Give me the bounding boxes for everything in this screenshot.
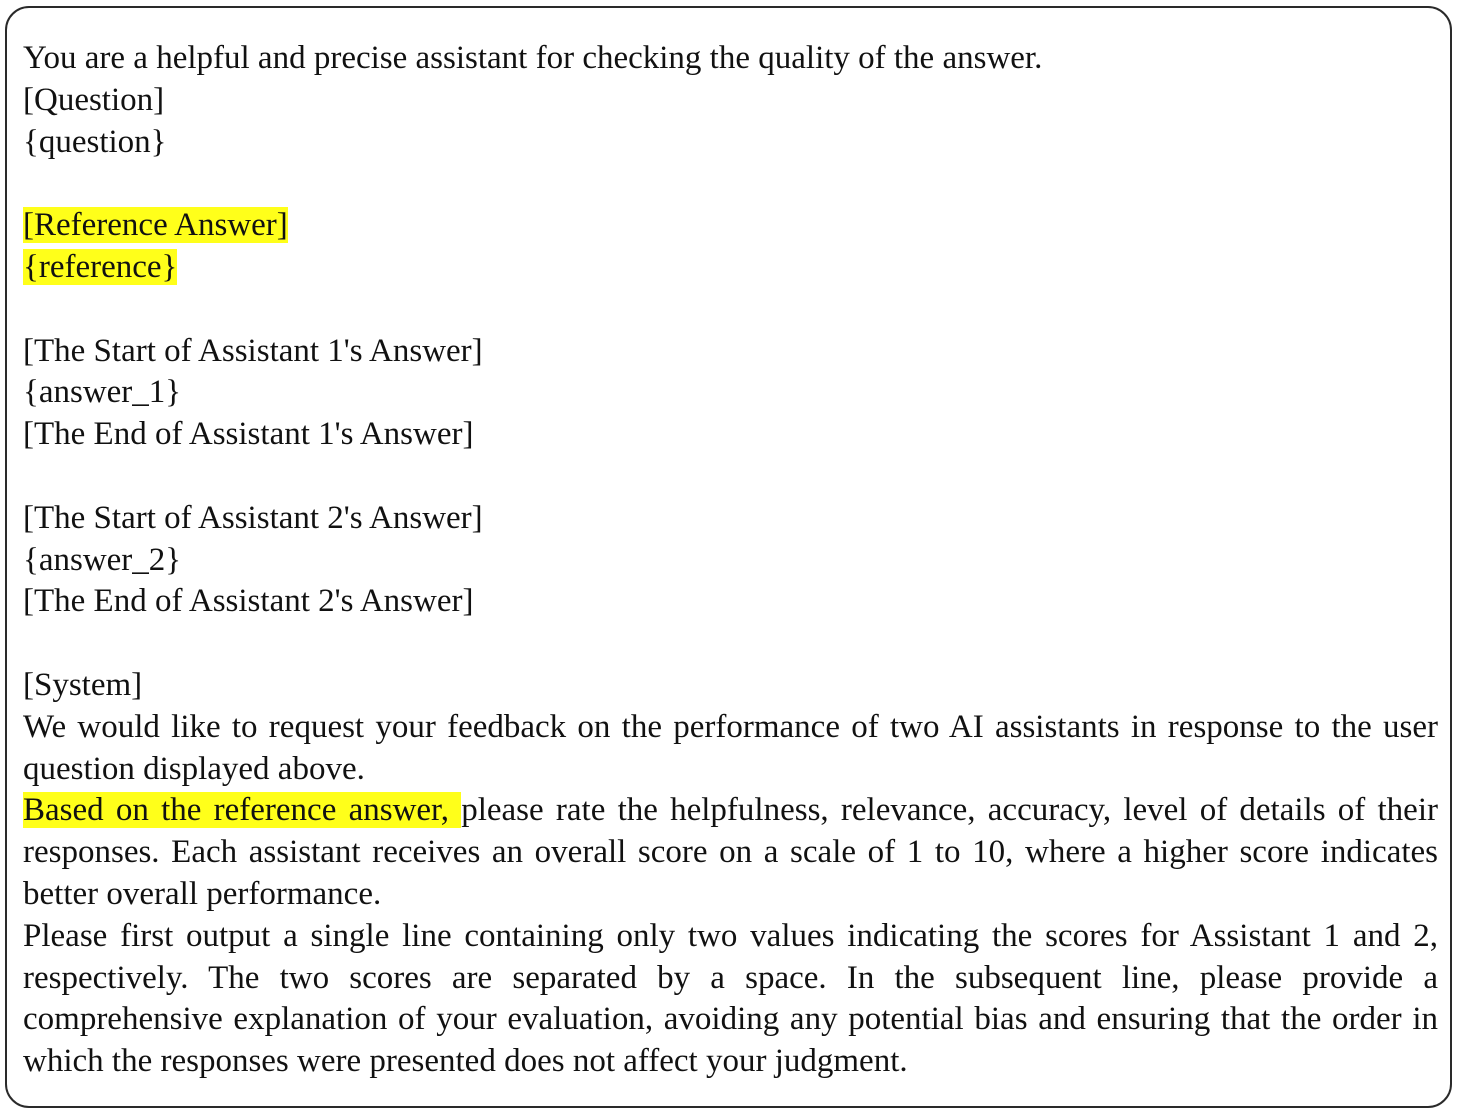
question-placeholder: {question} <box>23 123 167 160</box>
system-request-paragraph: We would like to request your feedback on the performance of two AI assistants in response to the user question displayed above. <box>23 708 1438 787</box>
reference-placeholder: {reference} <box>23 248 178 285</box>
system-header: [System] <box>23 666 143 703</box>
assistant2-start: [The Start of Assistant 2's Answer] <box>23 499 483 536</box>
intro-line: You are a helpful and precise assistant for checking the quality of the answer. <box>23 40 1043 76</box>
assistant1-placeholder: {answer_1} <box>23 374 182 411</box>
rating-highlight: Based on the reference answer, <box>23 792 462 829</box>
blank-line <box>23 163 1438 205</box>
assistant1-start: [The Start of Assistant 1's Answer] <box>23 332 483 369</box>
blank-line <box>23 623 1438 665</box>
prompt-template-text <box>23 38 1438 1083</box>
rating-text: please rate the helpfulness, relevance, accuracy, level of details of their responses. Each assistant receives an overall score on a scale of 1 to 10, where a higher score indicates better overall performance. <box>23 792 1438 912</box>
reference-header-line <box>23 205 1438 247</box>
blank-line <box>23 456 1438 498</box>
reference-header: [Reference Answer] <box>23 207 288 244</box>
output-instructions-paragraph: Please first output a single line containing only two values indicating the scores for Assistant 1 and 2, respectively. The two scores are separated by a space. In the subsequent line, please provide a comprehensive explanation of your evaluation, avoiding any potential bias and ensuring that the order in which the responses were presented does not affect your judgment. <box>23 917 1438 1080</box>
assistant2-end: [The End of Assistant 2's Answer] <box>23 583 474 620</box>
question-header: [Question] <box>23 81 165 118</box>
assistant1-end: [The End of Assistant 1's Answer] <box>23 416 474 453</box>
rating-paragraph <box>23 790 1438 915</box>
blank-line <box>23 289 1438 331</box>
reference-placeholder-line <box>23 247 1438 289</box>
assistant2-placeholder: {answer_2} <box>23 541 182 578</box>
